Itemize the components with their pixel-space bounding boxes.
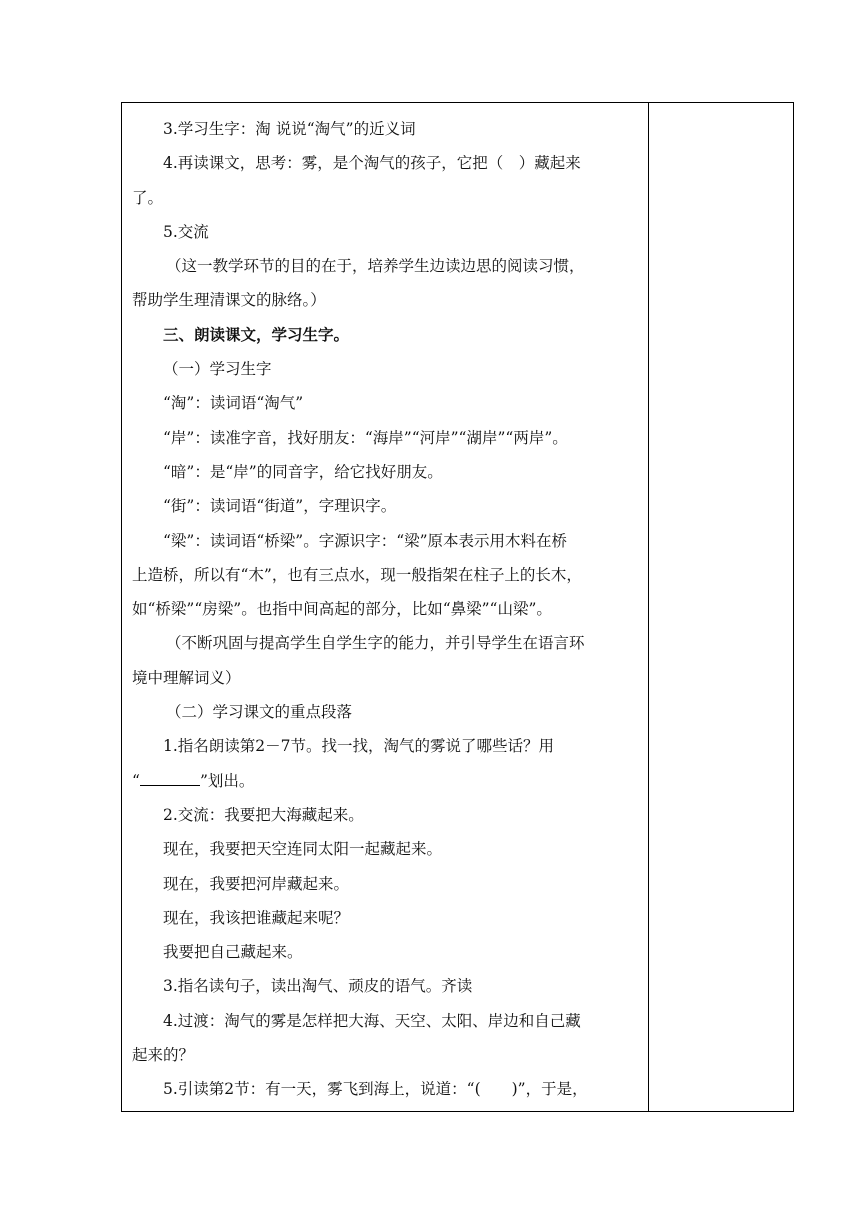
text-line: “梁”：读词语“桥梁”。字源识字：“梁”原本表示用木料在桥 bbox=[163, 531, 568, 550]
text-line: （这一教学环节的目的在于，培养学生边读边思的阅读习惯， bbox=[166, 257, 585, 276]
subsection-heading: （一）学习生字 bbox=[163, 360, 272, 379]
text-line: 境中理解词义） bbox=[132, 668, 241, 687]
text-line: 1.指名朗读第2－7节。找一找，淘气的雾说了哪些话？用 bbox=[163, 737, 555, 756]
text-line: 起来的？ bbox=[132, 1046, 195, 1065]
text-line: 我要把自己藏起来。 bbox=[163, 943, 303, 962]
table-column-divider bbox=[648, 102, 649, 1112]
text-line: 了。 bbox=[132, 188, 164, 207]
blank-underline bbox=[140, 771, 200, 786]
text-line: 4.过渡：淘气的雾是怎样把大海、天空、太阳、岸边和自己藏 bbox=[163, 1011, 581, 1030]
text-line: 3.学习生字：淘 说说“淘气”的近义词 bbox=[163, 120, 416, 138]
text-line-with-blank bbox=[132, 764, 640, 798]
text-line: 4.再读课文，思考：雾，是个淘气的孩子，它把（ ）藏起来 bbox=[163, 154, 581, 173]
text-line: 现在，我该把谁藏起来呢？ bbox=[163, 908, 350, 927]
text-line: “淘”：读词语“淘气” bbox=[163, 394, 304, 413]
text-line: （不断巩固与提高学生自学生字的能力，并引导学生在语言环 bbox=[166, 634, 585, 653]
text-line: 5.引读第2节：有一天，雾飞到海上，说道：“( )”，于是， bbox=[163, 1080, 588, 1099]
close-quote-text: ”划出。 bbox=[199, 771, 255, 790]
text-line: 3.指名读句子，读出淘气、顽皮的语气。齐读 bbox=[163, 977, 473, 996]
text-line: 帮助学生理清课文的脉络。） bbox=[132, 291, 326, 310]
text-line: 如“桥梁”“房梁”。也指中间高起的部分，比如“鼻梁”“山梁”。 bbox=[132, 600, 552, 619]
section-heading: 三、朗读课文，学习生字。 bbox=[163, 324, 350, 344]
text-line: 现在，我要把河岸藏起来。 bbox=[163, 874, 350, 893]
text-line: 上造桥，所以有“木”，也有三点水，现一般指架在柱子上的长木， bbox=[132, 565, 582, 584]
open-quote: “ bbox=[132, 771, 140, 790]
subsection-heading: （二）学习课文的重点段落 bbox=[166, 703, 353, 722]
text-line: “街”：读词语“街道”，字理识字。 bbox=[163, 497, 397, 516]
text-line: 2.交流：我要把大海藏起来。 bbox=[163, 805, 364, 824]
text-line: 现在，我要把天空连同太阳一起藏起来。 bbox=[163, 840, 443, 859]
text-line: “暗”：是“岸”的同音字，给它找好朋友。 bbox=[163, 462, 443, 481]
text-line: 5.交流 bbox=[163, 222, 209, 241]
text-line: “岸”：读准字音，找好朋友：“海岸”“河岸”“湖岸”“两岸”。 bbox=[163, 428, 568, 447]
lesson-content-cell bbox=[132, 112, 640, 1107]
